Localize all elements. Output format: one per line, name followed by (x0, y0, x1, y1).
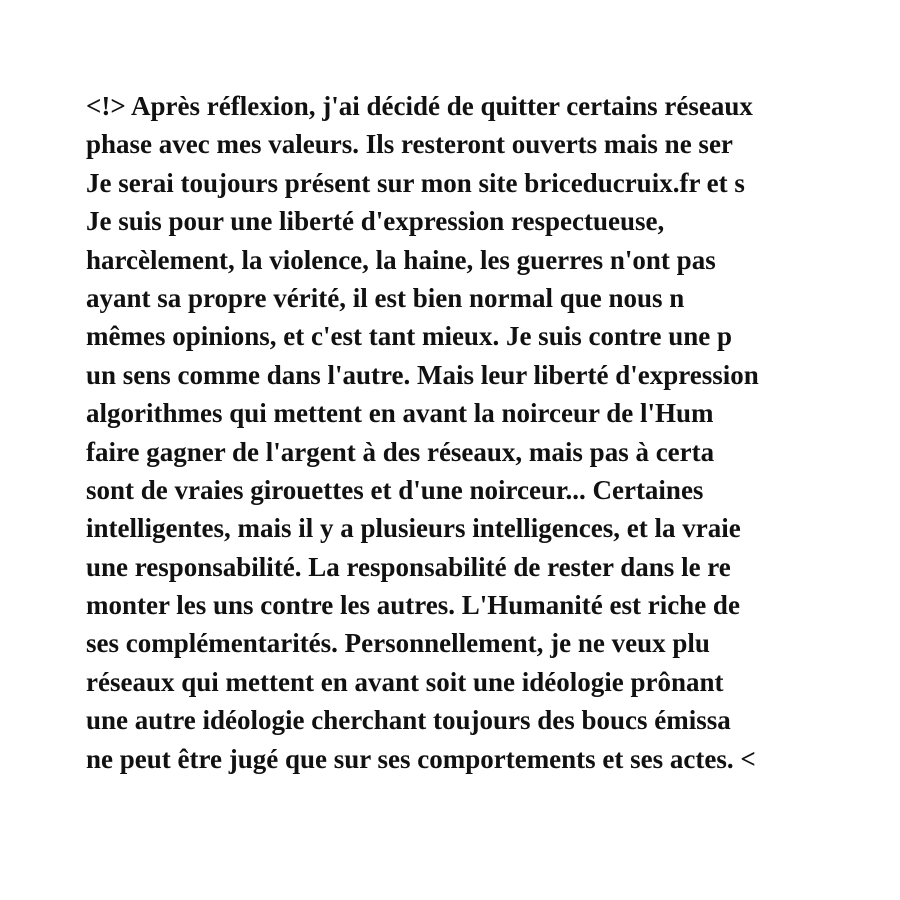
text-line: une autre idéologie cherchant toujours des boucs émissa (86, 705, 731, 736)
text-line: ses complémentarités. Personnellement, je ne veux plu (86, 628, 710, 659)
text-line: ne peut être jugé que sur ses comportements et ses actes. < (86, 743, 756, 774)
text-line: une responsabilité. La responsabilité de rester dans le re (86, 551, 731, 582)
text-line: Je serai toujours présent sur mon site briceducruix.fr et s (86, 167, 745, 198)
text-line: faire gagner de l'argent à des réseaux, mais pas à certa (86, 436, 715, 467)
text-line: ayant sa propre vérité, il est bien normal que nous n (86, 282, 685, 313)
body-text (86, 87, 900, 778)
text-line: mêmes opinions, et c'est tant mieux. Je suis contre une p (86, 321, 732, 352)
text-line: un sens comme dans l'autre. Mais leur liberté d'expression (86, 359, 759, 390)
text-line: <!> Après réflexion, j'ai décidé de quitter certains réseaux (86, 91, 753, 121)
text-line: monter les uns contre les autres. L'Humanité est riche de (86, 590, 740, 621)
text-line: intelligentes, mais il y a plusieurs intelligences, et la vraie (86, 513, 741, 544)
text-line: réseaux qui mettent en avant soit une idéologie prônant (86, 666, 724, 697)
text-line: phase avec mes valeurs. Ils resteront ouverts mais ne ser (86, 129, 733, 160)
text-line: harcèlement, la violence, la haine, les guerres n'ont pas (86, 244, 716, 275)
text-line: Je suis pour une liberté d'expression respectueuse, (86, 206, 665, 237)
text-line: algorithmes qui mettent en avant la noirceur de l'Hum (86, 398, 714, 429)
text-line: sont de vraies girouettes et d'une noirceur... Certaines (86, 474, 704, 505)
